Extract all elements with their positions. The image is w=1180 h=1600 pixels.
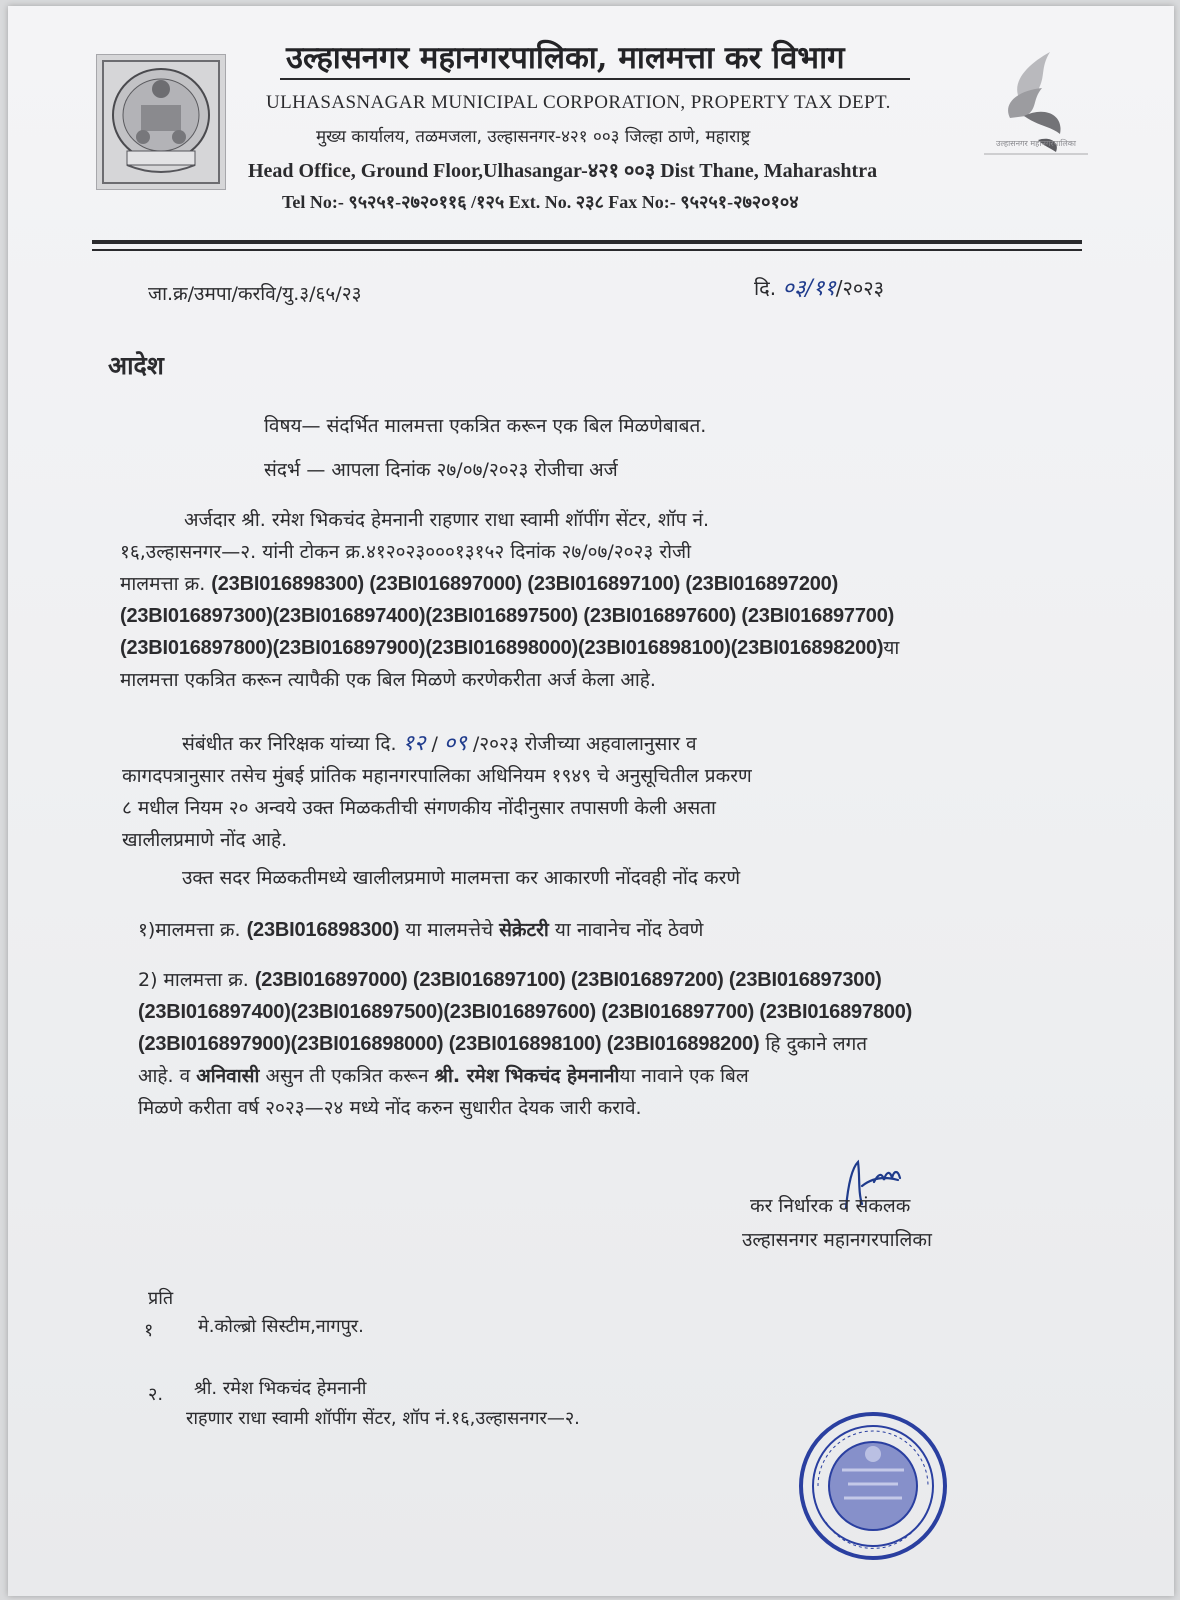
para1-line	[120, 632, 1050, 664]
letterhead-title-english: ULHASASNAGAR MUNICIPAL CORPORATION, PROPERTY TAX DEPT.	[266, 92, 891, 113]
letterhead-contact: Tel No:- ९५२५१-२७२०११६ /१२५ Ext. No. २३८ Fax No:- ९५२५१-२७२०१०४	[282, 192, 799, 212]
item-two-bold: अनिवासी	[196, 1065, 260, 1087]
order-title: आदेश	[108, 351, 164, 380]
para2-line: संबंधीत कर निरिक्षक यांच्या दि. १२ / ०९ /२०२३ रोजीच्या अहवालानुसार व	[182, 731, 697, 756]
item-two-text: या नावाने एक बिल	[619, 1065, 749, 1087]
item-two-line	[138, 1060, 1054, 1092]
para2-line: ८ मधील नियम २० अन्वये उक्त मिळकतीची संगणकीय नोंदीनुसार तपासणी केली असता	[122, 797, 716, 819]
signatory-title: कर निर्धारक व संकलक	[750, 1195, 911, 1217]
order-document	[8, 6, 1174, 1596]
flame-logo-icon	[980, 42, 1092, 172]
corporation-logo	[980, 42, 1092, 172]
item-two-text: हि दुकाने लगत	[765, 1033, 868, 1055]
logo-caption: उल्हासनगर महानगरपालिका	[996, 139, 1076, 148]
date-prefix: दि.	[754, 276, 777, 300]
item-two-bold: श्री. रमेश भिकचंद हेमनानी	[434, 1065, 620, 1087]
recipient-two-address: राहणार राधा स्वामी शॉपींग सेंटर, शॉप नं.१६,उल्हासनगर—२.	[186, 1408, 580, 1429]
para1-line: १६,उल्हासनगर—२. यांनी टोकन क्र.४१२०२३०००१३१५२ दिनांक २७/०७/२०२३ रोजी	[120, 541, 692, 563]
signatory-office: उल्हासनगर महानगरपालिका	[742, 1229, 932, 1251]
recipients-heading: प्रति	[148, 1288, 174, 1309]
property-id-list: (23BI016898300) (23BI016897000) (23BI016897100) (23BI016897200)	[211, 573, 839, 595]
property-label: मालमत्ता क्र.	[120, 573, 206, 595]
item-one-suffix: या नावानेच नोंद ठेवणे	[554, 919, 704, 941]
office-stamp-icon	[796, 1410, 950, 1562]
item-two-text: आहे. व	[138, 1065, 191, 1087]
para2-text: संबंधीत कर निरिक्षक यांच्या दि.	[182, 733, 397, 755]
recipient-one: मे.कोल्ब्रो सिस्टीम,नागपुर.	[198, 1316, 364, 1337]
date-handwritten: ०३/११	[782, 276, 836, 301]
property-id-list: (23BI016897800)(23BI016897900)(23BI016898000)(23BI016898100)(23BI016898200)	[120, 637, 884, 659]
seal-emblem-icon	[97, 55, 225, 189]
item-one-bold: सेक्रेटरी	[499, 919, 549, 941]
letterhead-address-english: Head Office, Ground Floor,Ulhasangar-४२१ ००३ Dist Thane, Maharashtra	[248, 160, 878, 182]
recipient-two: श्री. रमेश भिकचंद हेमनानी	[194, 1378, 367, 1399]
date-year: /२०२३	[835, 276, 885, 300]
item-one-prefix: १)मालमत्ता क्र.	[138, 919, 241, 941]
handwritten-month: ०९	[443, 731, 467, 756]
para2-line: खालीलप्रमाणे नोंद आहे.	[122, 829, 288, 851]
entry-instruction: उक्त सदर मिळकतीमध्ये खालीलप्रमाणे मालमत्ता कर आकारणी नोंदवही नोंद करणे	[182, 867, 741, 889]
letter-date	[754, 272, 884, 302]
item-one-id: (23BI016898300)	[246, 919, 400, 941]
property-id-list: (23BI016897300)(23BI016897400)(23BI016897500) (23BI016897600) (23BI016897700)	[120, 605, 895, 627]
para1-line: अर्जदार श्री. रमेश भिकचंद हेमनानी राहणार राधा स्वामी शॉपींग सेंटर, शॉप नं.	[184, 509, 710, 531]
item-two-line: मिळणे करीता वर्ष २०२३—२४ मध्ये नोंद करुन सुधारीत देयक जारी करावे.	[138, 1097, 642, 1119]
reference-number: जा.क्र/उमपा/करवि/यु.३/६५/२३	[148, 283, 362, 305]
municipal-seal-logo	[96, 54, 226, 190]
reference-line: संदर्भ — आपला दिनांक २७/०७/२०२३ रोजीचा अर्ज	[264, 459, 618, 481]
para2-text: /२०२३ रोजीच्या अहवालानुसार व	[472, 733, 697, 755]
property-id-list: (23BI016897000) (23BI016897100) (23BI016897200) (23BI016897300)	[254, 969, 882, 991]
letterhead-title-marathi: उल्हासनगर महानगरपालिका, मालमत्ता कर विभाग	[286, 40, 845, 76]
para1-line-suffix: या	[883, 637, 900, 659]
item-two-text: असुन ती एकत्रित करून	[265, 1065, 429, 1087]
recipient-number: २.	[148, 1384, 164, 1405]
item-two-line	[138, 1028, 1054, 1060]
header-rule-thin	[92, 249, 1082, 251]
property-id-list: (23BI016897400)(23BI016897500)(23BI016897600) (23BI016897700) (23BI016897800)	[138, 1001, 913, 1023]
title-underline	[280, 78, 910, 80]
para1-line	[120, 568, 1050, 600]
item-two-prefix: 2) मालमत्ता क्र.	[138, 969, 249, 991]
item-one	[138, 916, 703, 942]
letterhead-address-marathi: मुख्य कार्यालय, तळमजला, उल्हासनगर-४२१ ००३ जिल्हा ठाणे, महाराष्ट्र	[316, 127, 751, 147]
handwritten-day: १२	[402, 731, 426, 756]
para2-line: कागदपत्रानुसार तसेच मुंबई प्रांतिक महानगरपालिका अधिनियम १९४९ चे अनुसूचितील प्रकरण	[122, 765, 752, 787]
para1-line: मालमत्ता एकत्रित करून त्यापैकी एक बिल मिळणे करणेकरीता अर्ज केला आहे.	[120, 669, 656, 691]
item-one-mid: या मालमत्तेचे	[405, 919, 494, 941]
item-two-line	[138, 964, 1054, 996]
application-paragraph	[120, 504, 1050, 696]
subject-line: विषय— संदर्भित मालमत्ता एकत्रित करून एक बिल मिळणेबाबत.	[264, 415, 707, 437]
item-two	[138, 964, 1054, 1124]
recipient-number: १	[144, 1320, 154, 1341]
header-rule-thick	[92, 240, 1082, 244]
property-id-list: (23BI016897900)(23BI016898000) (23BI016898100) (23BI016898200)	[138, 1033, 760, 1055]
inspection-paragraph	[122, 728, 1052, 856]
